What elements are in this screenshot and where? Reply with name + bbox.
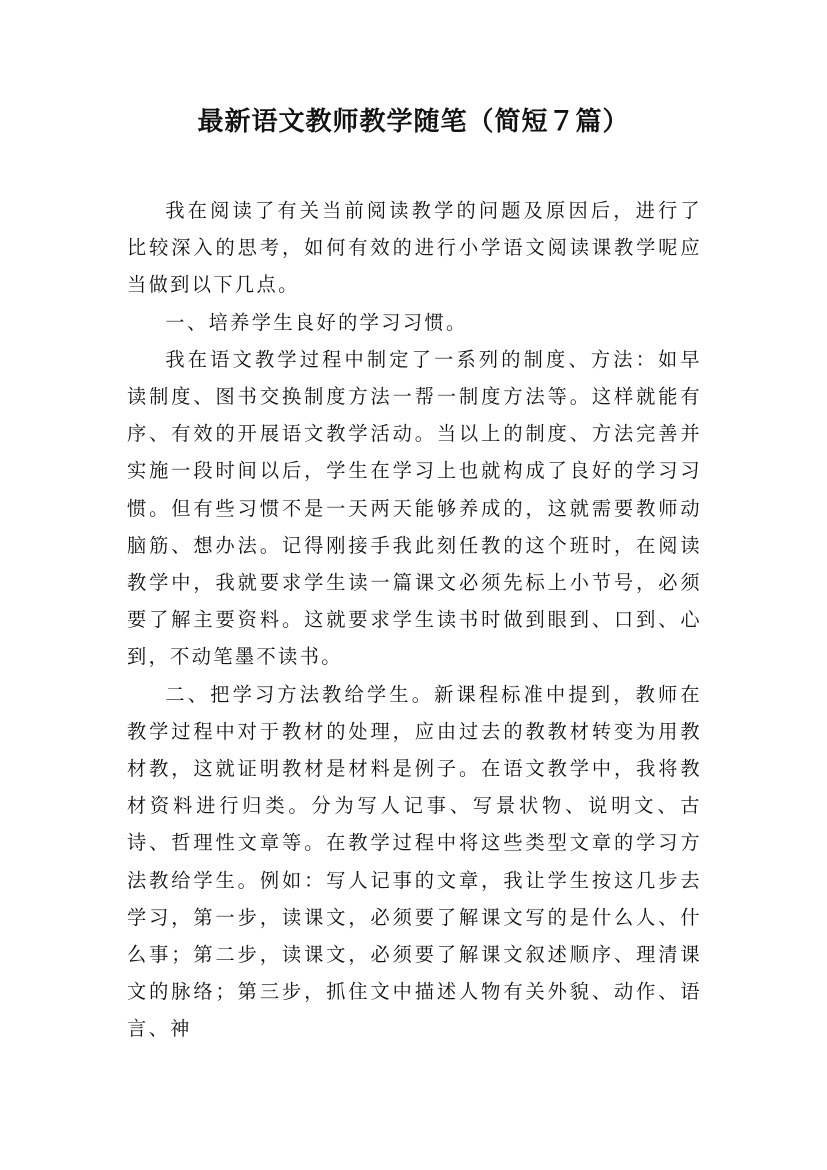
paragraph-section-one-heading: 一、培养学生良好的学习习惯。 — [165, 310, 468, 334]
paragraph-section-two: 二、把学习方法教给学生。新课程标准中提到，教师在教学过程中对于教材的处理，应由过去的教教材转变为用教材教，这就证明教材是材料是例子。在语文教学中，我将教材资料进行归类。分为写人记事、写景状物、说明文、古诗、哲理性文章等。在教学过程中将这些类型文章的学习方法教给学生。例如：写人记事的文章，我让学生按这几步去学习，第一步，读课文，必须要了解课文写的是什么人、什么事；第二步，读课文，必须要了解课文叙述顺序、理清课文的脉络；第三步，抓住文中描述人物有关外貌、动作、语言、神 — [127, 682, 702, 1041]
paragraph-section-one-body: 我在语文教学过程中制定了一系列的制度、方法：如早读制度、图书交换制度方法一帮一制度方法等。这样就能有序、有效的开展语文教学活动。当以上的制度、方法完善并实施一段时间以后，学生在学习上也就构成了良好的学习习惯。但有些习惯不是一天两天能够养成的，这就需要教师动脑筋、想办法。记得刚接手我此刻任教的这个班时，在阅读教学中，我就要求学生读一篇课文必须先标上小节号，必须要了解主要资料。这就要求学生读书时做到眼到、口到、心到，不动笔墨不读书。 — [127, 347, 702, 669]
document-body — [127, 192, 702, 1048]
paragraph-intro: 我在阅读了有关当前阅读教学的问题及原因后，进行了比较深入的思考，如何有效的进行小学语文阅读课教学呢应当做到以下几点。 — [127, 199, 702, 297]
document-title: 最新语文教师教学随笔（简短７篇） — [197, 107, 630, 137]
